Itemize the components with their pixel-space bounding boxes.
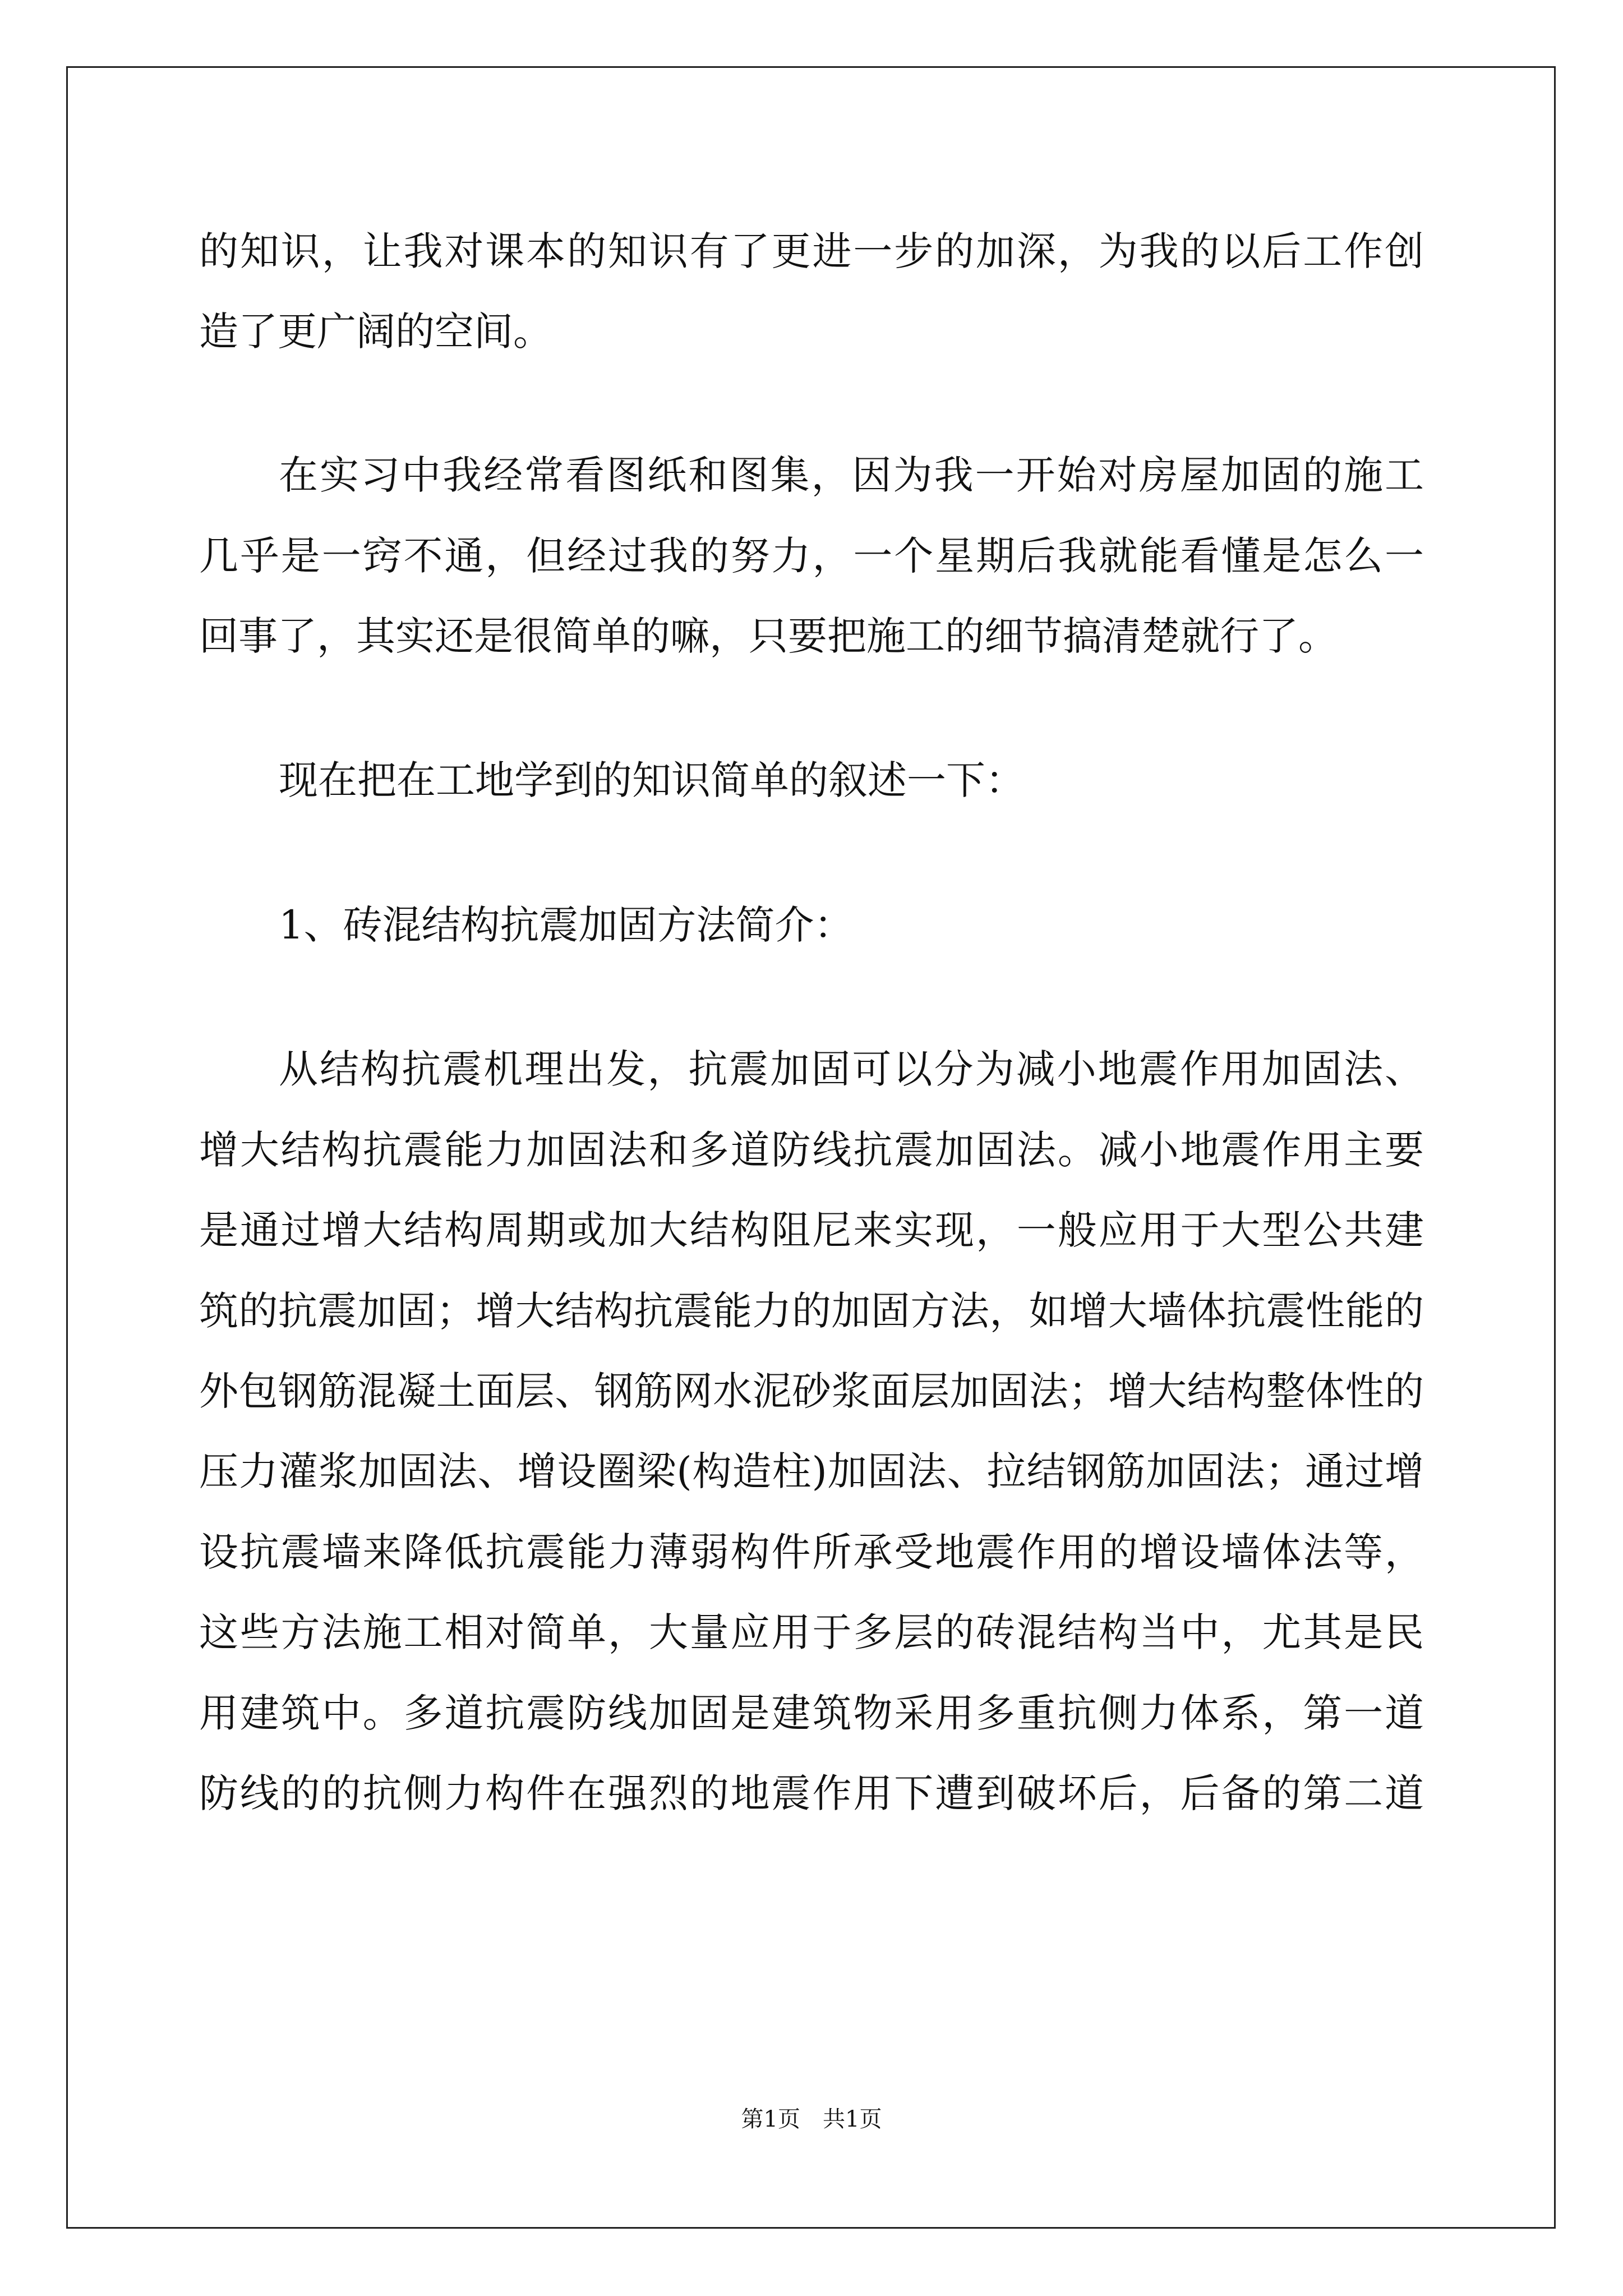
text-line: 的知识，让我对课本的知识有了更进一步的加深，为我的以后工作创	[199, 228, 1424, 274]
text-line: 用建筑中。多道抗震防线加固是建筑物采用多重抗侧力体系，第一道	[199, 1690, 1424, 1736]
text-line: 1、砖混结构抗震加固方法简介：	[279, 902, 854, 948]
page-number-footer: 第1页 共1页	[741, 2106, 882, 2132]
text-line: 防线的的抗侧力构件在强烈的地震作用下遭到破坏后，后备的第二道	[199, 1770, 1424, 1816]
text-line: 是通过增大结构周期或加大结构阻尼来实现，一般应用于大型公共建	[199, 1207, 1424, 1253]
text-line: 从结构抗震机理出发，抗震加固可以分为减小地震作用加固法、	[279, 1046, 1424, 1092]
text-line: 筑的抗震加固；增大结构抗震能力的加固方法，如增大墙体抗震性能的	[199, 1288, 1424, 1334]
text-line: 几乎是一窍不通，但经过我的努力，一个星期后我就能看懂是怎么一	[199, 533, 1424, 579]
text-line: 外包钢筋混凝土面层、钢筋网水泥砂浆面层加固法；增大结构整体性的	[199, 1368, 1424, 1414]
text-line: 增大结构抗震能力加固法和多道防线抗震加固法。减小地震作用主要	[199, 1127, 1424, 1173]
text-line: 造了更广阔的空间。	[199, 309, 552, 355]
text-line: 回事了，其实还是很简单的嘛，只要把施工的细节搞清楚就行了。	[199, 613, 1338, 659]
text-line: 现在把在工地学到的知识简单的叙述一下：	[279, 757, 1025, 803]
text-line: 设抗震墙来降低抗震能力薄弱构件所承受地震作用的增设墙体法等，	[199, 1529, 1424, 1575]
text-line: 压力灌浆加固法、增设圈梁(构造柱)加固法、拉结钢筋加固法；通过增	[199, 1448, 1424, 1494]
text-line: 这些方法施工相对简单，大量应用于多层的砖混结构当中，尤其是民	[199, 1609, 1424, 1655]
text-line: 在实习中我经常看图纸和图集，因为我一开始对房屋加固的施工	[279, 452, 1424, 498]
